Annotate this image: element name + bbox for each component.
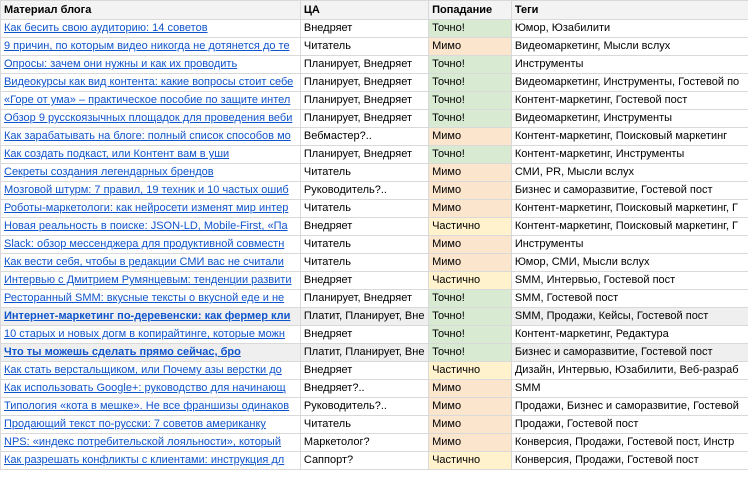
table-row — [1, 416, 748, 434]
cell-material[interactable] — [1, 218, 301, 236]
cell-material[interactable] — [1, 308, 301, 326]
cell-material[interactable] — [1, 344, 301, 362]
cell-audience[interactable]: Планирует, Внедряет — [300, 74, 428, 92]
material-link[interactable]: Опросы: зачем они нужны и как их проводить — [4, 58, 238, 70]
cell-material[interactable] — [1, 236, 301, 254]
table-row — [1, 452, 748, 470]
cell-audience[interactable]: Внедряет — [300, 272, 428, 290]
cell-hit[interactable]: Точно! — [429, 146, 512, 164]
table-row — [1, 146, 748, 164]
material-link[interactable]: Что ты можешь сделать прямо сейчас, бро — [4, 346, 241, 358]
cell-audience[interactable]: Руководитель?.. — [300, 182, 428, 200]
cell-hit[interactable]: Точно! — [429, 344, 512, 362]
table-row — [1, 92, 748, 110]
material-link[interactable]: 10 старых и новых догм в копирайтинге, которые можн — [4, 328, 285, 340]
cell-hit[interactable]: Точно! — [429, 56, 512, 74]
cell-audience[interactable]: Внедряет — [300, 20, 428, 38]
table-row — [1, 110, 748, 128]
cell-material[interactable] — [1, 398, 301, 416]
cell-material[interactable] — [1, 146, 301, 164]
cell-hit[interactable]: Мимо — [429, 380, 512, 398]
cell-audience[interactable]: Внедряет — [300, 218, 428, 236]
table-row — [1, 74, 748, 92]
material-link[interactable]: Мозговой штурм: 7 правил, 19 техник и 10 частых ошиб — [4, 184, 289, 196]
cell-material[interactable] — [1, 200, 301, 218]
header-audience[interactable]: ЦА — [300, 1, 428, 20]
cell-tags[interactable]: Юмор, СМИ, Мысли вслух — [511, 254, 748, 272]
cell-tags[interactable]: Контент-маркетинг, Поисковый маркетинг, Г — [511, 218, 748, 236]
header-hit[interactable]: Попадание — [429, 1, 512, 20]
cell-material[interactable] — [1, 434, 301, 452]
cell-hit[interactable]: Мимо — [429, 200, 512, 218]
cell-audience[interactable]: Планирует, Внедряет — [300, 110, 428, 128]
cell-hit[interactable]: Мимо — [429, 434, 512, 452]
cell-material[interactable] — [1, 20, 301, 38]
cell-hit[interactable]: Частично — [429, 218, 512, 236]
material-link[interactable]: Типология «кота в мешке». Не все франшизы одинаков — [4, 400, 290, 412]
material-link[interactable]: «Горе от ума» – практическое пособие по защите интел — [4, 94, 291, 106]
material-link[interactable]: 9 причин, по которым видео никогда не дотянется до те — [4, 40, 290, 52]
cell-hit[interactable]: Точно! — [429, 92, 512, 110]
cell-material[interactable] — [1, 290, 301, 308]
cell-tags[interactable]: Конверсия, Продажи, Гостевой пост — [511, 452, 748, 470]
cell-hit[interactable]: Мимо — [429, 236, 512, 254]
cell-tags[interactable]: Дизайн, Интервью, Юзабилити, Веб-разраб — [511, 362, 748, 380]
material-link[interactable]: Как стать верстальщиком, или Почему азы верстки до — [4, 364, 282, 376]
cell-audience[interactable]: Читатель — [300, 254, 428, 272]
cell-tags[interactable]: Видеомаркетинг, Инструменты, Гостевой по — [511, 74, 748, 92]
cell-material[interactable] — [1, 56, 301, 74]
cell-hit[interactable]: Мимо — [429, 254, 512, 272]
table-row — [1, 56, 748, 74]
table-row — [1, 308, 748, 326]
cell-audience[interactable]: Читатель — [300, 164, 428, 182]
cell-material[interactable] — [1, 182, 301, 200]
cell-audience[interactable]: Планирует, Внедряет — [300, 92, 428, 110]
material-link[interactable]: Как вести себя, чтобы в редакции СМИ вас не считали — [4, 256, 284, 268]
material-link[interactable]: Интервью с Дмитрием Румянцевым: тенденции развити — [4, 274, 292, 286]
cell-material[interactable] — [1, 92, 301, 110]
cell-hit[interactable]: Мимо — [429, 182, 512, 200]
material-link[interactable]: Интернет-маркетинг по-деревенски: как фермер кли — [4, 310, 291, 322]
cell-hit[interactable]: Мимо — [429, 38, 512, 56]
cell-tags[interactable]: СМИ, PR, Мысли вслух — [511, 164, 748, 182]
material-link[interactable]: Секреты создания легендарных брендов — [4, 166, 214, 178]
table-row — [1, 218, 748, 236]
table-row — [1, 326, 748, 344]
cell-material[interactable] — [1, 254, 301, 272]
material-link[interactable]: Как использовать Google+: руководство для начинающ — [4, 382, 286, 394]
cell-material[interactable] — [1, 164, 301, 182]
table-row — [1, 164, 748, 182]
cell-tags[interactable]: Видеомаркетинг, Мысли вслух — [511, 38, 748, 56]
cell-audience[interactable]: Планирует, Внедряет — [300, 56, 428, 74]
cell-tags[interactable]: SMM, Гостевой пост — [511, 290, 748, 308]
cell-material[interactable] — [1, 326, 301, 344]
cell-tags[interactable]: Видеомаркетинг, Инструменты — [511, 110, 748, 128]
cell-material[interactable] — [1, 380, 301, 398]
table-row — [1, 398, 748, 416]
cell-audience[interactable]: Читатель — [300, 200, 428, 218]
cell-audience[interactable]: Внедряет — [300, 326, 428, 344]
material-link[interactable]: Видеокурсы как вид контента: какие вопросы стоит себе — [4, 76, 294, 88]
table-row — [1, 362, 748, 380]
cell-hit[interactable]: Точно! — [429, 110, 512, 128]
cell-hit[interactable]: Точно! — [429, 326, 512, 344]
cell-tags[interactable]: Продажи, Бизнес и саморазвитие, Гостевой — [511, 398, 748, 416]
cell-audience[interactable]: Платит, Планирует, Вне — [300, 308, 428, 326]
table-row — [1, 38, 748, 56]
cell-audience[interactable]: Платит, Планирует, Вне — [300, 344, 428, 362]
header-tags[interactable]: Теги — [511, 1, 748, 20]
cell-material[interactable] — [1, 272, 301, 290]
cell-hit[interactable]: Мимо — [429, 416, 512, 434]
cell-audience[interactable]: Внедряет — [300, 362, 428, 380]
table-row — [1, 20, 748, 38]
table-row — [1, 128, 748, 146]
cell-tags[interactable]: Контент-маркетинг, Гостевой пост — [511, 92, 748, 110]
cell-material[interactable] — [1, 38, 301, 56]
cell-material[interactable] — [1, 362, 301, 380]
table-row — [1, 272, 748, 290]
cell-material[interactable] — [1, 128, 301, 146]
cell-hit[interactable]: Частично — [429, 272, 512, 290]
material-link[interactable]: Как разрешать конфликты с клиентами: инструкция дл — [4, 454, 285, 466]
cell-hit[interactable]: Точно! — [429, 20, 512, 38]
cell-tags[interactable]: Продажи, Гостевой пост — [511, 416, 748, 434]
cell-tags[interactable]: Инструменты — [511, 56, 748, 74]
table-row — [1, 434, 748, 452]
cell-hit[interactable]: Точно! — [429, 74, 512, 92]
cell-hit[interactable]: Точно! — [429, 308, 512, 326]
table-row — [1, 380, 748, 398]
material-link[interactable]: Обзор 9 русскоязычных площадок для проведения веби — [4, 112, 293, 124]
cell-hit[interactable]: Мимо — [429, 164, 512, 182]
cell-audience[interactable]: Руководитель?.. — [300, 398, 428, 416]
cell-tags[interactable]: Бизнес и саморазвитие, Гостевой пост — [511, 344, 748, 362]
cell-tags[interactable]: Контент-маркетинг, Инструменты — [511, 146, 748, 164]
cell-tags[interactable]: Бизнес и саморазвитие, Гостевой пост — [511, 182, 748, 200]
material-link[interactable]: NPS: «индекс потребительской лояльности», который — [4, 436, 281, 448]
cell-audience[interactable]: Читатель — [300, 236, 428, 254]
cell-material[interactable] — [1, 452, 301, 470]
table-row — [1, 200, 748, 218]
material-link[interactable]: Slack: обзор мессенджера для продуктивной совместн — [4, 238, 285, 250]
cell-hit[interactable]: Мимо — [429, 128, 512, 146]
material-link[interactable]: Как создать подкаст, или Контент вам в уши — [4, 148, 230, 160]
cell-tags[interactable]: SMM — [511, 380, 748, 398]
table-row — [1, 182, 748, 200]
cell-tags[interactable]: Контент-маркетинг, Поисковый маркетинг — [511, 128, 748, 146]
cell-hit[interactable]: Частично — [429, 452, 512, 470]
cell-audience[interactable]: Вебмастер?.. — [300, 128, 428, 146]
material-link[interactable]: Ресторанный SMM: вкусные тексты о вкусной еде и не — [4, 292, 285, 304]
material-link[interactable]: Новая реальность в поиске: JSON-LD, Mobile-First, «Па — [4, 220, 288, 232]
cell-audience[interactable]: Внедряет?.. — [300, 380, 428, 398]
cell-tags[interactable]: Инструменты — [511, 236, 748, 254]
cell-hit[interactable]: Точно! — [429, 290, 512, 308]
material-link[interactable]: Роботы-маркетологи: как нейросети изменят мир интер — [4, 202, 289, 214]
table-body — [1, 20, 748, 470]
cell-audience[interactable]: Саппорт? — [300, 452, 428, 470]
cell-tags[interactable]: Контент-маркетинг, Поисковый маркетинг, Г — [511, 200, 748, 218]
header-row — [1, 1, 748, 20]
cell-material[interactable] — [1, 74, 301, 92]
table-row — [1, 254, 748, 272]
cell-tags[interactable]: SMM, Интервью, Гостевой пост — [511, 272, 748, 290]
cell-hit[interactable]: Частично — [429, 362, 512, 380]
table-row — [1, 236, 748, 254]
header-material[interactable]: Материал блога — [1, 1, 301, 20]
cell-tags[interactable]: Конверсия, Продажи, Гостевой пост, Инстр — [511, 434, 748, 452]
cell-audience[interactable]: Планирует, Внедряет — [300, 146, 428, 164]
cell-tags[interactable]: Контент-маркетинг, Редактура — [511, 326, 748, 344]
material-link[interactable]: Как бесить свою аудиторию: 14 советов — [4, 22, 208, 34]
material-link[interactable]: Как зарабатывать на блоге: полный список способов мо — [4, 130, 291, 142]
cell-hit[interactable]: Мимо — [429, 398, 512, 416]
cell-audience[interactable]: Читатель — [300, 416, 428, 434]
cell-audience[interactable]: Маркетолог? — [300, 434, 428, 452]
cell-audience[interactable]: Планирует, Внедряет — [300, 290, 428, 308]
cell-material[interactable] — [1, 110, 301, 128]
table-row — [1, 344, 748, 362]
cell-tags[interactable]: Юмор, Юзабилити — [511, 20, 748, 38]
cell-audience[interactable]: Читатель — [300, 38, 428, 56]
material-link[interactable]: Продающий текст по-русски: 7 советов американку — [4, 418, 266, 430]
table-row — [1, 290, 748, 308]
cell-material[interactable] — [1, 416, 301, 434]
cell-tags[interactable]: SMM, Продажи, Кейсы, Гостевой пост — [511, 308, 748, 326]
